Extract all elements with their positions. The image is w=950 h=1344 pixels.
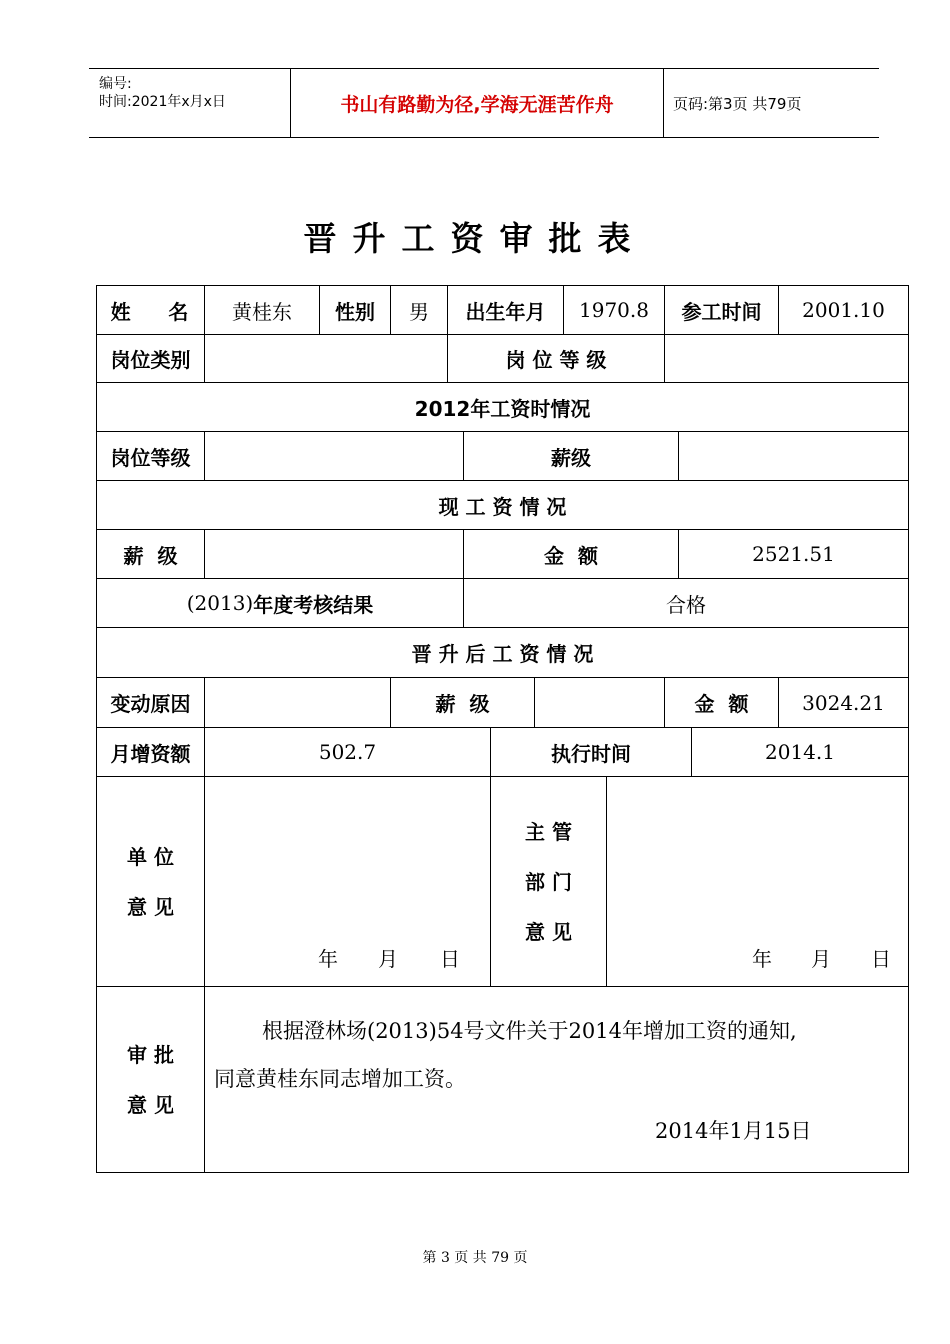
change-reason-label: 变动原因 [96,677,205,728]
header-time-label: 时间:2021年x月x日 [99,94,226,110]
amount-after-label: 金 额 [664,677,779,728]
approval-label: 审 批 意 见 [96,986,205,1173]
assessment-text: 年度考核结果 [253,592,374,617]
monthly-increase-value: 502.7 [204,727,491,777]
section-current-heading: 现 工 资 情 况 [96,480,909,530]
amount-current-value: 2521.51 [678,529,909,579]
post-category-label: 岗位类别 [96,334,205,383]
salary-grade-2012-value [678,431,909,481]
work-start-value: 2001.10 [778,285,909,335]
unit-opinion-label: 单 位 意 见 [96,776,205,987]
post-category-value [204,334,448,383]
gender-label: 性别 [319,285,391,335]
birth-label: 出生年月 [447,285,564,335]
gender-value: 男 [390,285,448,335]
section-after-heading: 晋 升 后 工 资 情 况 [96,627,909,678]
section-2012-heading: 2012年工资时情况 [96,382,909,432]
assessment-label [96,578,464,628]
name-label: 姓 名 [96,285,205,335]
assessment-value: 合格 [463,578,909,628]
work-start-label: 参工时间 [664,285,779,335]
salary-grade-2012-label: 薪级 [463,431,679,481]
header-motto: 书山有路勤为径,学海无涯苦作舟 [290,69,664,137]
birth-value: 1970.8 [563,285,665,335]
approval-text-line2: 同意黄桂东同志增加工资。 [214,1067,466,1091]
approval-text-line1: 根据澄林场(2013)54号文件关于2014年增加工资的通知, [262,1019,797,1043]
salary-grade-after-label: 薪 级 [390,677,535,728]
post-level-value [664,334,909,383]
salary-grade-current-value [204,529,464,579]
post-level-2012-label: 岗位等级 [96,431,205,481]
approval-date: 2014年1月15日 [655,1119,812,1143]
effective-time-label: 执行时间 [490,727,692,777]
salary-grade-after-value [534,677,665,728]
page-header [89,68,879,138]
dept-opinion-label: 主 管 部 门 意 见 [490,776,607,987]
form-title: 晋升工资审批表 [303,219,647,258]
amount-after-value: 3024.21 [778,677,909,728]
assessment-year: (2013) [186,591,254,615]
dept-opinion-date: 年 月 日 [752,947,891,971]
post-level-2012-value [204,431,464,481]
name-value: 黄桂东 [204,285,320,335]
monthly-increase-label: 月增资额 [96,727,205,777]
change-reason-value [204,677,391,728]
header-meta [89,69,289,137]
header-page-info: 页码:第3页 共79页 [673,94,802,113]
post-level-label: 岗 位 等 级 [447,334,665,383]
salary-grade-current-label: 薪 级 [96,529,205,579]
header-number-label: 编号: [99,76,132,92]
page-footer: 第 3 页 共 79 页 [422,1250,528,1266]
unit-opinion-date: 年 月 日 [318,947,460,971]
effective-time-value: 2014.1 [691,727,909,777]
amount-current-label: 金 额 [463,529,679,579]
